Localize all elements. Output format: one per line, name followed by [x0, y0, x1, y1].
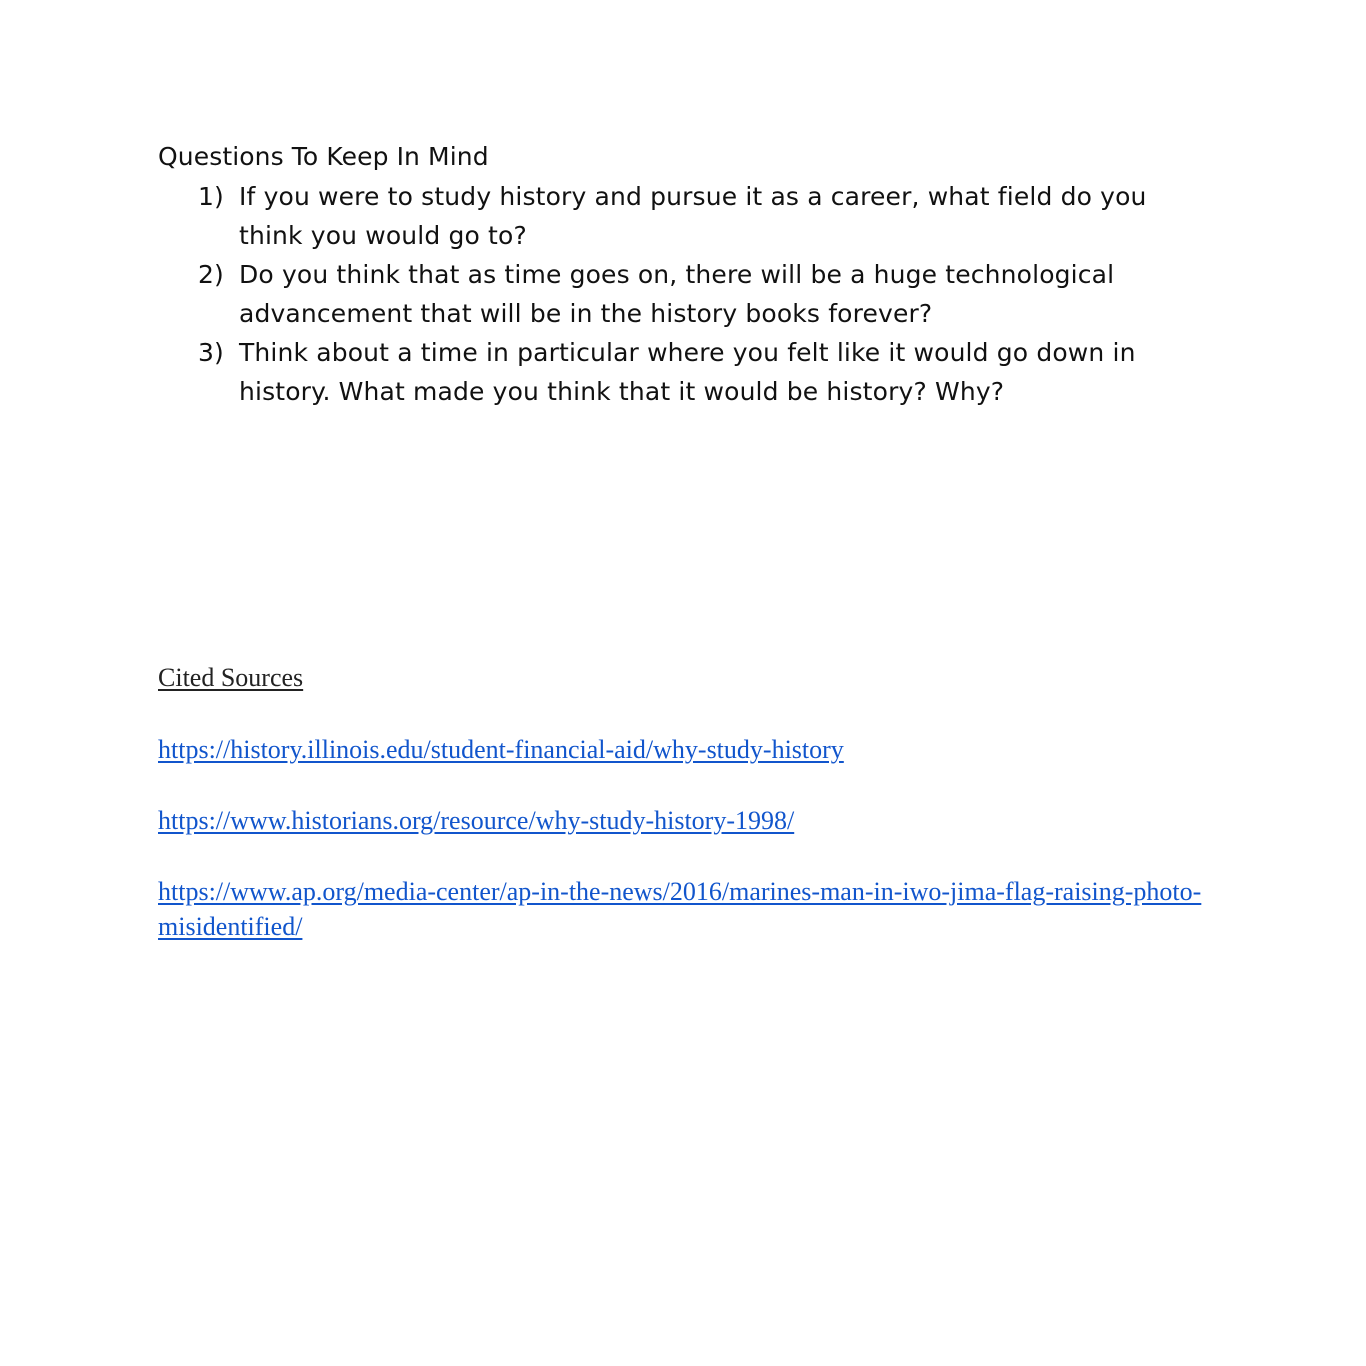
cited-sources-section	[158, 660, 1218, 944]
question-number: 1)	[198, 182, 224, 211]
question-text: Think about a time in particular where you felt like it would go down in history. What made you think that it would be history? Why?	[239, 338, 1136, 406]
question-number: 2)	[198, 260, 224, 289]
questions-heading: Questions To Keep In Mind	[158, 142, 489, 171]
question-item-1	[158, 177, 1218, 255]
question-number: 3)	[198, 338, 224, 367]
question-text: If you were to study history and pursue it as a career, what field do you think you would go to?	[239, 182, 1147, 250]
source-link-illinois[interactable]: https://history.illinois.edu/student-financial-aid/why-study-history	[158, 735, 844, 764]
question-item-3	[158, 333, 1218, 411]
source-link-ap[interactable]: https://www.ap.org/media-center/ap-in-the-news/2016/marines-man-in-iwo-jima-flag-raising-photo-misidentified/	[158, 877, 1202, 941]
questions-section	[158, 139, 1218, 411]
source-link-historians[interactable]: https://www.historians.org/resource/why-study-history-1998/	[158, 806, 795, 835]
question-text: Do you think that as time goes on, there will be a huge technological advancement that will be in the history books forever?	[239, 260, 1115, 328]
cited-sources-heading: Cited Sources	[158, 663, 304, 692]
questions-list	[158, 177, 1218, 411]
question-item-2	[158, 255, 1218, 333]
